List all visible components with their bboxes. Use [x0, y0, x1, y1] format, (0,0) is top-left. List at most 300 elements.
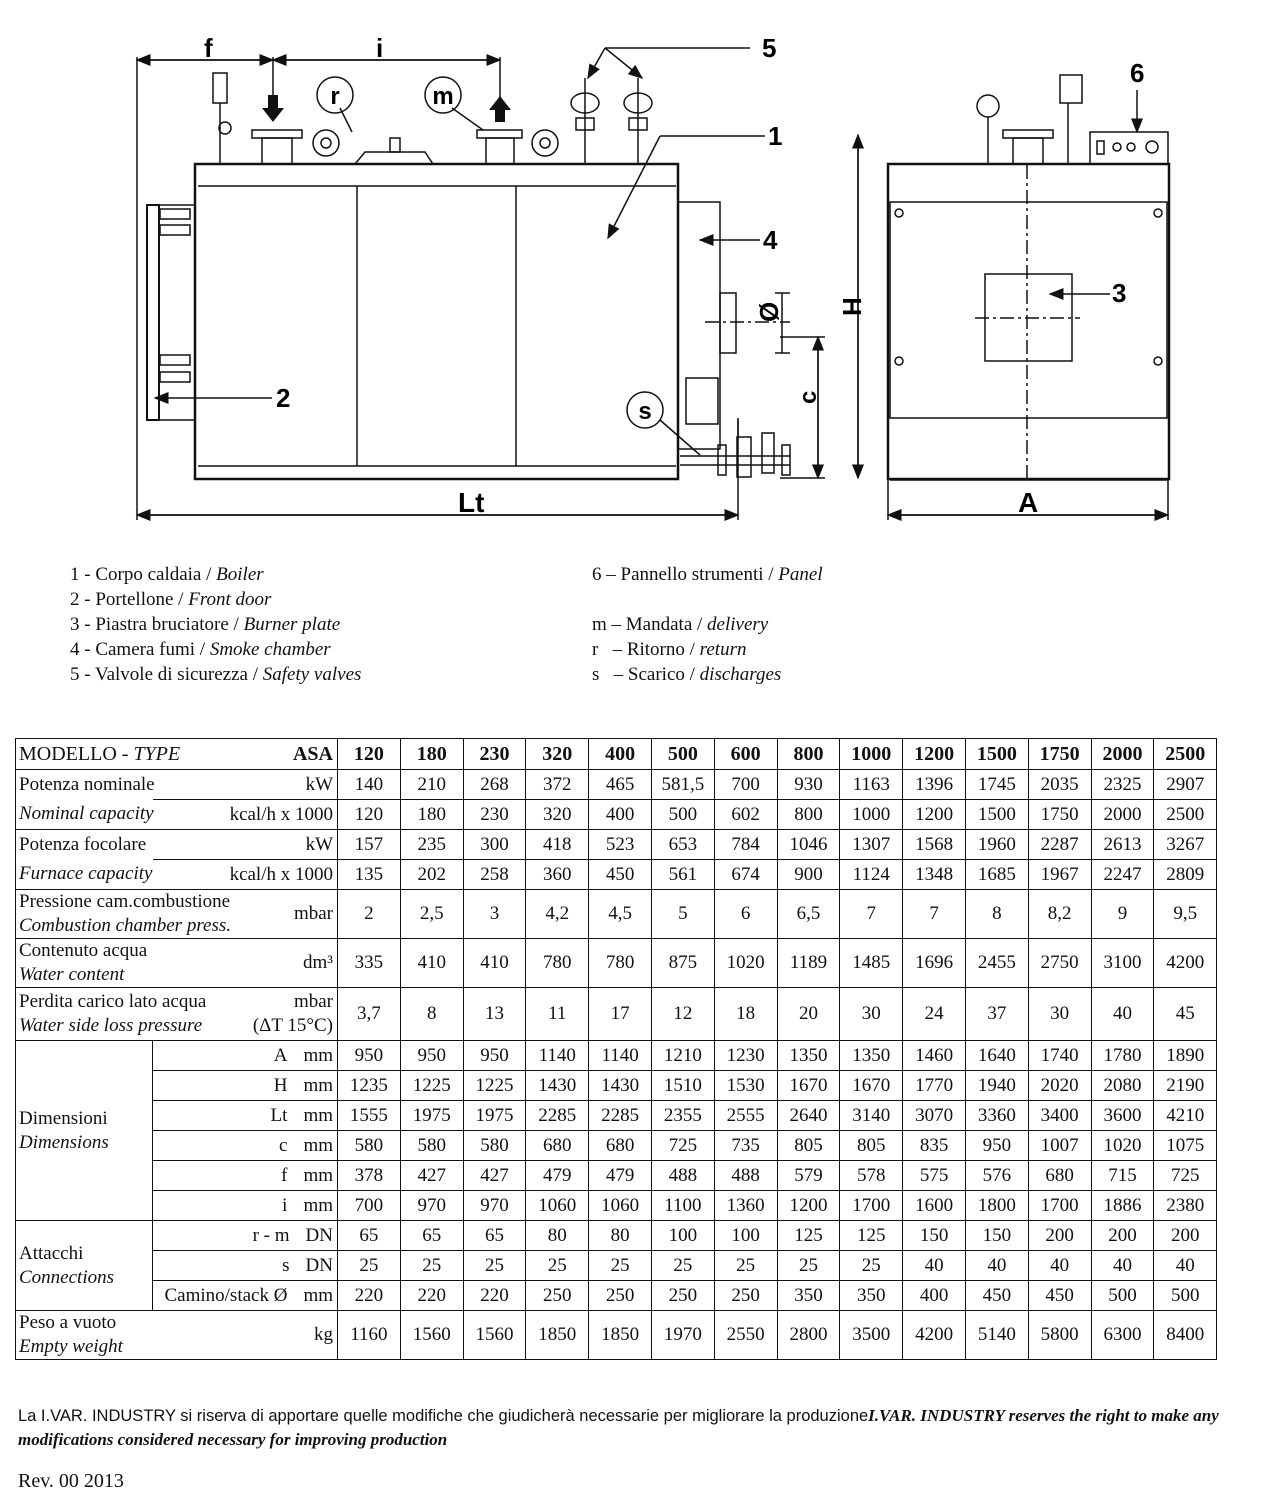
label-m: m — [432, 83, 454, 110]
value-cell: 488 — [651, 1161, 714, 1191]
value-cell: 80 — [526, 1221, 589, 1251]
value-cell: 3100 — [1091, 939, 1154, 988]
value-cell: 200 — [1028, 1221, 1091, 1251]
label-Lt: Lt — [458, 487, 485, 518]
nominal-capacity-unit: kcal/h x 1000 — [153, 800, 338, 830]
legend-item: 3 - Piastra bruciatore / Burner plate — [70, 614, 341, 635]
dimensions-key: c mm — [153, 1131, 338, 1161]
value-cell: 140 — [338, 770, 401, 800]
value-cell: 2190 — [1154, 1071, 1217, 1101]
value-cell: 418 — [526, 830, 589, 860]
revision-label: Rev. 00 2013 — [18, 1470, 124, 1492]
value-cell: 30 — [840, 988, 903, 1041]
value-cell: 3070 — [903, 1101, 966, 1131]
connections-row — [16, 1281, 1217, 1311]
value-cell: 1500 — [965, 800, 1028, 830]
value-cell: 2285 — [589, 1101, 652, 1131]
water-content-unit: dm³ — [153, 939, 338, 988]
legend-item: 4 - Camera fumi / Smoke chamber — [70, 639, 331, 660]
value-cell: 725 — [1154, 1161, 1217, 1191]
dimensions-row — [16, 1191, 1217, 1221]
value-cell: 1510 — [651, 1071, 714, 1101]
combustion-pressure-row — [16, 890, 1217, 939]
connections-label: Attacchi Connections — [16, 1221, 153, 1311]
value-cell: 500 — [651, 800, 714, 830]
value-cell: 1850 — [526, 1311, 589, 1360]
value-cell: 40 — [1091, 988, 1154, 1041]
value-cell: 378 — [338, 1161, 401, 1191]
value-cell: 950 — [463, 1041, 526, 1071]
value-cell: 581,5 — [651, 770, 714, 800]
value-cell: 18 — [714, 988, 777, 1041]
value-cell: 700 — [338, 1191, 401, 1221]
value-cell: 715 — [1091, 1161, 1154, 1191]
value-cell: 40 — [1028, 1251, 1091, 1281]
value-cell: 4200 — [1154, 939, 1217, 988]
model-header-cell: 2500 — [1154, 739, 1217, 770]
value-cell: 372 — [526, 770, 589, 800]
spec-table — [15, 738, 1217, 1360]
value-cell: 580 — [400, 1131, 463, 1161]
value-cell: 1235 — [338, 1071, 401, 1101]
boiler-technical-drawing — [0, 0, 1278, 545]
model-label: MODELLO - TYPE — [16, 739, 153, 770]
value-cell: 17 — [589, 988, 652, 1041]
value-cell: 125 — [777, 1221, 840, 1251]
value-cell: 602 — [714, 800, 777, 830]
value-cell: 578 — [840, 1161, 903, 1191]
empty-weight-unit: kg — [153, 1311, 338, 1360]
value-cell: 3500 — [840, 1311, 903, 1360]
nominal-capacity-row — [16, 770, 1217, 800]
value-cell: 1960 — [965, 830, 1028, 860]
value-cell: 523 — [589, 830, 652, 860]
value-cell: 45 — [1154, 988, 1217, 1041]
furnace-capacity-label-en: Furnace capacity — [16, 860, 153, 890]
value-cell: 500 — [1091, 1281, 1154, 1311]
value-cell: 335 — [338, 939, 401, 988]
value-cell: 30 — [1028, 988, 1091, 1041]
value-cell: 680 — [1028, 1161, 1091, 1191]
value-cell: 1020 — [1091, 1131, 1154, 1161]
connections-row — [16, 1221, 1217, 1251]
note-italian: La I.VAR. INDUSTRY si riserva di apportare quelle modifiche che giudicherà necessarie per migliorare la produzione — [18, 1407, 869, 1425]
value-cell: 1850 — [589, 1311, 652, 1360]
value-cell: 100 — [714, 1221, 777, 1251]
value-cell: 1230 — [714, 1041, 777, 1071]
label-phi: Ø — [754, 301, 784, 322]
value-cell: 3267 — [1154, 830, 1217, 860]
value-cell: 1046 — [777, 830, 840, 860]
value-cell: 157 — [338, 830, 401, 860]
value-cell: 200 — [1091, 1221, 1154, 1251]
value-cell: 1967 — [1028, 860, 1091, 890]
value-cell: 2555 — [714, 1101, 777, 1131]
value-cell: 835 — [903, 1131, 966, 1161]
empty-weight-row — [16, 1311, 1217, 1360]
value-cell: 1460 — [903, 1041, 966, 1071]
value-cell: 1100 — [651, 1191, 714, 1221]
model-header-cell: 400 — [589, 739, 652, 770]
value-cell: 805 — [840, 1131, 903, 1161]
value-cell: 4200 — [903, 1311, 966, 1360]
combustion-pressure-unit: mbar — [153, 890, 338, 939]
value-cell: 1700 — [840, 1191, 903, 1221]
value-cell: 25 — [463, 1251, 526, 1281]
disclaimer-note — [18, 1404, 1278, 1451]
furnace-capacity-unit: kcal/h x 1000 — [153, 860, 338, 890]
value-cell: 1940 — [965, 1071, 1028, 1101]
value-cell: 125 — [840, 1221, 903, 1251]
value-cell: 37 — [965, 988, 1028, 1041]
value-cell: 2080 — [1091, 1071, 1154, 1101]
dimensions-key: H mm — [153, 1071, 338, 1101]
value-cell: 653 — [651, 830, 714, 860]
value-cell: 576 — [965, 1161, 1028, 1191]
water-loss-pressure-unit: mbar (ΔT 15°C) — [153, 988, 338, 1041]
value-cell: 561 — [651, 860, 714, 890]
label-c: c — [795, 390, 822, 404]
value-cell: 20 — [777, 988, 840, 1041]
model-header-cell: 500 — [651, 739, 714, 770]
value-cell: 4,2 — [526, 890, 589, 939]
connections-key: r - m DN — [153, 1221, 338, 1251]
furnace-capacity-label-it: Potenza focolare — [16, 830, 153, 860]
water-content-label: Contenuto acqua Water content — [16, 939, 153, 988]
value-cell: 13 — [463, 988, 526, 1041]
value-cell: 320 — [526, 800, 589, 830]
value-cell: 465 — [589, 770, 652, 800]
value-cell: 25 — [526, 1251, 589, 1281]
value-cell: 220 — [463, 1281, 526, 1311]
value-cell: 580 — [463, 1131, 526, 1161]
value-cell: 8 — [965, 890, 1028, 939]
value-cell: 1200 — [777, 1191, 840, 1221]
value-cell: 1555 — [338, 1101, 401, 1131]
value-cell: 3400 — [1028, 1101, 1091, 1131]
legend-item: r – Ritorno / return — [592, 639, 747, 660]
model-header-cell: 1750 — [1028, 739, 1091, 770]
value-cell: 3,7 — [338, 988, 401, 1041]
value-cell: 1348 — [903, 860, 966, 890]
value-cell: 2500 — [1154, 800, 1217, 830]
value-cell: 780 — [526, 939, 589, 988]
value-cell: 735 — [714, 1131, 777, 1161]
value-cell: 2000 — [1091, 800, 1154, 830]
value-cell: 1685 — [965, 860, 1028, 890]
value-cell: 1800 — [965, 1191, 1028, 1221]
value-cell: 400 — [589, 800, 652, 830]
value-cell: 1007 — [1028, 1131, 1091, 1161]
value-cell: 1886 — [1091, 1191, 1154, 1221]
value-cell: 11 — [526, 988, 589, 1041]
dimensions-row — [16, 1071, 1217, 1101]
value-cell: 450 — [589, 860, 652, 890]
value-cell: 25 — [589, 1251, 652, 1281]
value-cell: 950 — [965, 1131, 1028, 1161]
value-cell: 3360 — [965, 1101, 1028, 1131]
value-cell: 1670 — [777, 1071, 840, 1101]
value-cell: 3140 — [840, 1101, 903, 1131]
model-header-cell: 600 — [714, 739, 777, 770]
value-cell: 25 — [400, 1251, 463, 1281]
dimensions-key: f mm — [153, 1161, 338, 1191]
value-cell: 1225 — [400, 1071, 463, 1101]
label-5: 5 — [762, 33, 777, 63]
value-cell: 40 — [1154, 1251, 1217, 1281]
value-cell: 1670 — [840, 1071, 903, 1101]
value-cell: 5140 — [965, 1311, 1028, 1360]
value-cell: 1890 — [1154, 1041, 1217, 1071]
value-cell: 1124 — [840, 860, 903, 890]
value-cell: 4,5 — [589, 890, 652, 939]
value-cell: 500 — [1154, 1281, 1217, 1311]
series-label: ASA — [153, 739, 338, 770]
value-cell: 200 — [1154, 1221, 1217, 1251]
value-cell: 427 — [463, 1161, 526, 1191]
water-loss-pressure-label: Perdita carico lato acqua Water side loss pressure — [16, 988, 153, 1041]
dimensions-row — [16, 1161, 1217, 1191]
value-cell: 1430 — [526, 1071, 589, 1101]
empty-weight-label: Peso a vuoto Empty weight — [16, 1311, 153, 1360]
value-cell: 3600 — [1091, 1101, 1154, 1131]
value-cell: 8,2 — [1028, 890, 1091, 939]
value-cell: 1000 — [840, 800, 903, 830]
label-4: 4 — [763, 225, 778, 255]
value-cell: 1140 — [589, 1041, 652, 1071]
dimensions-key: Lt mm — [153, 1101, 338, 1131]
value-cell: 427 — [400, 1161, 463, 1191]
value-cell: 40 — [903, 1251, 966, 1281]
legend-item: 6 – Pannello strumenti / Panel — [592, 564, 823, 585]
model-header-cell: 120 — [338, 739, 401, 770]
value-cell: 1225 — [463, 1071, 526, 1101]
value-cell: 25 — [651, 1251, 714, 1281]
model-header-cell: 230 — [463, 739, 526, 770]
value-cell: 1568 — [903, 830, 966, 860]
water-content-row — [16, 939, 1217, 988]
value-cell: 2380 — [1154, 1191, 1217, 1221]
value-cell: 1560 — [400, 1311, 463, 1360]
value-cell: 2550 — [714, 1311, 777, 1360]
value-cell: 1075 — [1154, 1131, 1217, 1161]
value-cell: 2613 — [1091, 830, 1154, 860]
dimensions-row — [16, 1041, 1217, 1071]
value-cell: 6,5 — [777, 890, 840, 939]
value-cell: 25 — [714, 1251, 777, 1281]
dimensions-row — [16, 1131, 1217, 1161]
value-cell: 2285 — [526, 1101, 589, 1131]
value-cell: 5 — [651, 890, 714, 939]
value-cell: 1640 — [965, 1041, 1028, 1071]
value-cell: 680 — [589, 1131, 652, 1161]
value-cell: 1020 — [714, 939, 777, 988]
connections-key: s DN — [153, 1251, 338, 1281]
value-cell: 80 — [589, 1221, 652, 1251]
value-cell: 1160 — [338, 1311, 401, 1360]
dimensions-label: Dimensioni Dimensions — [16, 1041, 153, 1221]
value-cell: 120 — [338, 800, 401, 830]
legend-item: s – Scarico / discharges — [592, 664, 782, 685]
legend-item: 1 - Corpo caldaia / Boiler — [70, 564, 264, 585]
value-cell: 970 — [463, 1191, 526, 1221]
value-cell: 40 — [965, 1251, 1028, 1281]
value-cell: 1200 — [903, 800, 966, 830]
nominal-capacity-row — [16, 800, 1217, 830]
value-cell: 1060 — [589, 1191, 652, 1221]
value-cell: 2907 — [1154, 770, 1217, 800]
value-cell: 1060 — [526, 1191, 589, 1221]
value-cell: 1530 — [714, 1071, 777, 1101]
value-cell: 2809 — [1154, 860, 1217, 890]
connections-key: Camino/stack Ø mm — [153, 1281, 338, 1311]
model-header-cell: 1500 — [965, 739, 1028, 770]
value-cell: 1350 — [840, 1041, 903, 1071]
value-cell: 1210 — [651, 1041, 714, 1071]
value-cell: 2800 — [777, 1311, 840, 1360]
value-cell: 150 — [903, 1221, 966, 1251]
nominal-capacity-unit: kW — [153, 770, 338, 800]
value-cell: 25 — [840, 1251, 903, 1281]
value-cell: 1600 — [903, 1191, 966, 1221]
legend-item: 2 - Portellone / Front door — [70, 589, 272, 610]
value-cell: 5800 — [1028, 1311, 1091, 1360]
value-cell: 250 — [589, 1281, 652, 1311]
value-cell: 250 — [651, 1281, 714, 1311]
value-cell: 1750 — [1028, 800, 1091, 830]
value-cell: 6300 — [1091, 1311, 1154, 1360]
value-cell: 65 — [338, 1221, 401, 1251]
value-cell: 12 — [651, 988, 714, 1041]
value-cell: 950 — [338, 1041, 401, 1071]
value-cell: 410 — [400, 939, 463, 988]
value-cell: 410 — [463, 939, 526, 988]
value-cell: 235 — [400, 830, 463, 860]
legend-right — [592, 562, 823, 687]
water-loss-pressure-row — [16, 988, 1217, 1041]
model-header-cell: 320 — [526, 739, 589, 770]
value-cell: 2,5 — [400, 890, 463, 939]
model-header-cell: 1000 — [840, 739, 903, 770]
value-cell: 900 — [777, 860, 840, 890]
value-cell: 9,5 — [1154, 890, 1217, 939]
value-cell: 479 — [589, 1161, 652, 1191]
value-cell: 2325 — [1091, 770, 1154, 800]
dimensions-key: A mm — [153, 1041, 338, 1071]
value-cell: 780 — [589, 939, 652, 988]
label-f: f — [204, 33, 213, 63]
model-header-cell: 800 — [777, 739, 840, 770]
value-cell: 700 — [714, 770, 777, 800]
value-cell: 3 — [463, 890, 526, 939]
value-cell: 1140 — [526, 1041, 589, 1071]
value-cell: 1163 — [840, 770, 903, 800]
value-cell: 268 — [463, 770, 526, 800]
side-view — [888, 164, 1169, 479]
value-cell: 150 — [965, 1221, 1028, 1251]
value-cell: 580 — [338, 1131, 401, 1161]
value-cell: 1745 — [965, 770, 1028, 800]
value-cell: 1350 — [777, 1041, 840, 1071]
label-r: r — [330, 83, 340, 110]
value-cell: 2355 — [651, 1101, 714, 1131]
value-cell: 135 — [338, 860, 401, 890]
value-cell: 40 — [1091, 1251, 1154, 1281]
value-cell: 100 — [651, 1221, 714, 1251]
value-cell: 875 — [651, 939, 714, 988]
value-cell: 65 — [463, 1221, 526, 1251]
value-cell: 300 — [463, 830, 526, 860]
value-cell: 1770 — [903, 1071, 966, 1101]
legend-item: 5 - Valvole di sicurezza / Safety valves — [70, 664, 362, 685]
furnace-capacity-unit: kW — [153, 830, 338, 860]
value-cell: 65 — [400, 1221, 463, 1251]
value-cell: 1970 — [651, 1311, 714, 1360]
label-6: 6 — [1130, 58, 1145, 88]
value-cell: 2247 — [1091, 860, 1154, 890]
value-cell: 725 — [651, 1131, 714, 1161]
value-cell: 7 — [840, 890, 903, 939]
value-cell: 488 — [714, 1161, 777, 1191]
legend-item: m – Mandata / delivery — [592, 614, 769, 635]
value-cell: 210 — [400, 770, 463, 800]
value-cell: 1700 — [1028, 1191, 1091, 1221]
value-cell: 784 — [714, 830, 777, 860]
value-cell: 6 — [714, 890, 777, 939]
value-cell: 8400 — [1154, 1311, 1217, 1360]
value-cell: 674 — [714, 860, 777, 890]
value-cell: 350 — [777, 1281, 840, 1311]
value-cell: 579 — [777, 1161, 840, 1191]
value-cell: 24 — [903, 988, 966, 1041]
legend-left — [70, 562, 361, 687]
value-cell: 1560 — [463, 1311, 526, 1360]
value-cell: 2 — [338, 890, 401, 939]
value-cell: 970 — [400, 1191, 463, 1221]
value-cell: 805 — [777, 1131, 840, 1161]
label-H: H — [837, 297, 867, 316]
value-cell: 2750 — [1028, 939, 1091, 988]
dimensions-key: i mm — [153, 1191, 338, 1221]
value-cell: 350 — [840, 1281, 903, 1311]
value-cell: 25 — [338, 1251, 401, 1281]
value-cell: 8 — [400, 988, 463, 1041]
value-cell: 400 — [903, 1281, 966, 1311]
combustion-pressure-label: Pressione cam.combustione Combustion chamber press. — [16, 890, 153, 939]
connections-row — [16, 1251, 1217, 1281]
furnace-capacity-row — [16, 860, 1217, 890]
value-cell: 1430 — [589, 1071, 652, 1101]
value-cell: 1396 — [903, 770, 966, 800]
model-header-cell: 1200 — [903, 739, 966, 770]
model-header-cell: 2000 — [1091, 739, 1154, 770]
label-3: 3 — [1112, 278, 1127, 308]
value-cell: 479 — [526, 1161, 589, 1191]
nominal-capacity-label-it: Potenza nominale — [16, 770, 153, 800]
value-cell: 2455 — [965, 939, 1028, 988]
value-cell: 25 — [777, 1251, 840, 1281]
label-A: A — [1018, 487, 1039, 518]
value-cell: 450 — [1028, 1281, 1091, 1311]
value-cell: 1975 — [463, 1101, 526, 1131]
value-cell: 450 — [965, 1281, 1028, 1311]
value-cell: 2287 — [1028, 830, 1091, 860]
dimensions-row — [16, 1101, 1217, 1131]
label-2: 2 — [276, 383, 291, 413]
boiler-body — [195, 164, 678, 479]
value-cell: 575 — [903, 1161, 966, 1191]
value-cell: 800 — [777, 800, 840, 830]
